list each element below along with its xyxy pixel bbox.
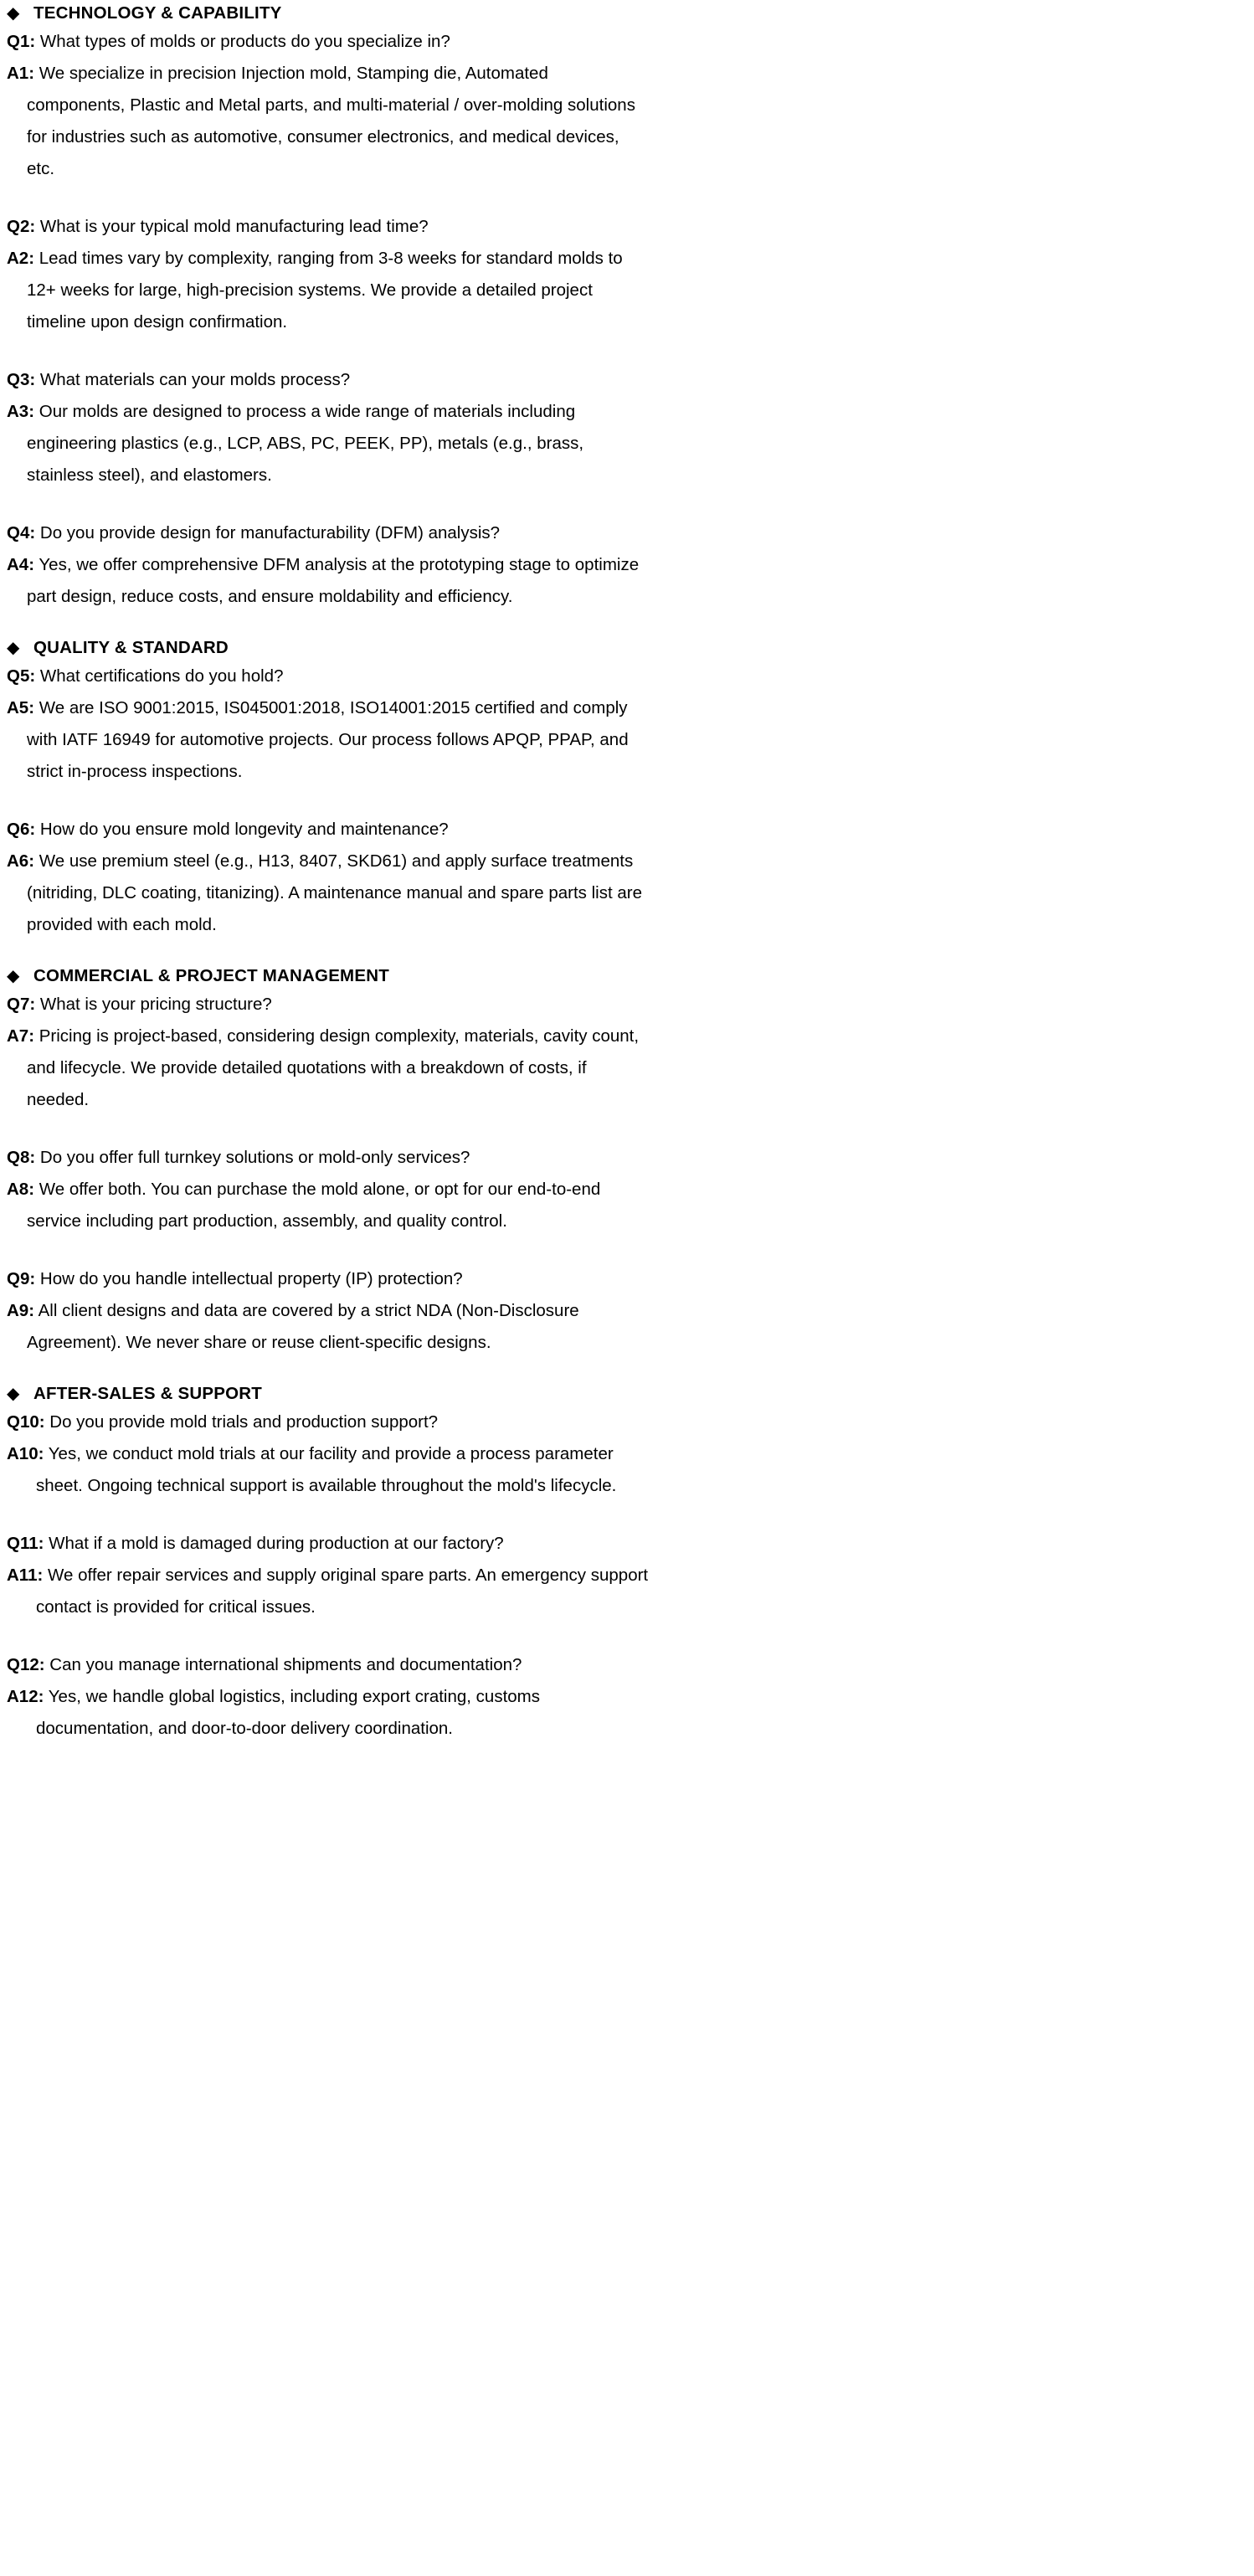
answer-row [0,1560,660,1623]
question-row [0,211,645,243]
question-label: Q3: [7,370,36,389]
answer-text: Yes, we offer comprehensive DFM analysis at the prototyping stage to optimize part design, reduce costs, and ensure moldability and efficiency. [27,555,640,606]
answer-text: We specialize in precision Injection mold, Stamping die, Automated components, Plastic and Metal parts, and multi-material / over-molding solutions for industries such as automotive, consumer electronics, and medical devices, etc. [27,64,635,178]
question-label: Q8: [7,1148,36,1167]
answer-label: A8: [7,1180,35,1199]
section-heading-commercial-project-management [0,963,1254,989]
answer-label: A9: [7,1301,35,1320]
question-row [0,517,645,549]
qa-spacer [0,1116,1254,1142]
answer-label: A10: [7,1444,44,1463]
answer-text: Yes, we handle global logistics, including export crating, customs documentation, and door-to-door delivery coordination. [36,1687,540,1738]
question-text: How do you handle intellectual property (IP) protection? [39,1269,463,1288]
answer-label: A7: [7,1026,35,1046]
diamond-bullet-icon: ◆ [7,639,20,657]
answer-row [0,243,645,338]
answer-row [0,1681,660,1745]
question-row [0,1263,645,1295]
section-spacer [0,613,1254,635]
qa-spacer [0,1237,1254,1263]
question-row [0,1649,660,1681]
question-row [0,814,645,846]
answer-label: A2: [7,249,35,268]
question-text: What is your typical mold manufacturing lead time? [39,217,429,236]
question-label: Q7: [7,995,36,1014]
question-text: What if a mold is damaged during production at our factory? [49,1534,504,1553]
question-row [0,26,645,58]
qa-spacer [0,1623,1254,1649]
answer-label: A6: [7,851,35,871]
question-label: Q1: [7,32,36,51]
question-text: Do you provide design for manufacturability (DFM) analysis? [39,523,501,542]
question-label: Q6: [7,820,36,839]
section-title: QUALITY & STANDARD [33,638,229,657]
qa-spacer [0,491,1254,517]
answer-label: A11: [7,1566,44,1585]
question-label: Q12: [7,1655,45,1674]
answer-row [0,1021,645,1116]
question-row [0,1406,660,1438]
answer-label: A1: [7,64,35,83]
question-row [0,1528,660,1560]
qa-spacer [0,338,1254,364]
question-label: Q11: [7,1534,44,1553]
qa-spacer [0,1502,1254,1528]
section-heading-technology-capability [0,0,1254,26]
question-row [0,661,645,692]
answer-row [0,692,645,788]
answer-row [0,396,645,491]
answer-label: A5: [7,698,35,717]
answer-text: We offer both. You can purchase the mold alone, or opt for our end-to-end service including part production, assembly, and quality control. [27,1180,601,1231]
qa-spacer [0,185,1254,211]
answer-text: We offer repair services and supply original spare parts. An emergency support contact is provided for critical issues. [36,1566,649,1617]
question-row [0,1142,645,1174]
question-label: Q9: [7,1269,36,1288]
question-label: Q5: [7,666,36,686]
answer-text: Our molds are designed to process a wide range of materials including engineering plastics (e.g., LCP, ABS, PC, PEEK, PP), metals (e.g., brass, stainless steel), and elastomers. [27,402,584,485]
answer-row [0,1174,645,1237]
answer-label: A4: [7,555,35,574]
qa-spacer [0,788,1254,814]
question-text: How do you ensure mold longevity and maintenance? [39,820,449,839]
question-text: What is your pricing structure? [39,995,272,1014]
answer-row [0,1295,645,1359]
section-spacer [0,941,1254,963]
answer-label: A3: [7,402,35,421]
answer-label: A12: [7,1687,44,1706]
section-title: COMMERCIAL & PROJECT MANAGEMENT [33,966,389,985]
section-heading-quality-standard [0,635,1254,661]
answer-row [0,1438,660,1502]
diamond-bullet-icon: ◆ [7,967,20,985]
answer-row [0,549,645,613]
section-title: AFTER-SALES & SUPPORT [33,1384,262,1403]
section-heading-after-sales-support [0,1381,1254,1406]
question-text: What materials can your molds process? [39,370,351,389]
question-text: Can you manage international shipments and documentation? [49,1655,522,1674]
answer-text: Lead times vary by complexity, ranging from 3-8 weeks for standard molds to 12+ weeks for large, high-precision systems. We provide a detailed project timeline upon design confirmation. [27,249,623,332]
question-text: Do you offer full turnkey solutions or mold-only services? [39,1148,470,1167]
answer-row [0,58,645,185]
question-label: Q2: [7,217,36,236]
question-label: Q4: [7,523,36,542]
diamond-bullet-icon: ◆ [7,1385,20,1403]
question-text: What certifications do you hold? [39,666,284,686]
question-text: What types of molds or products do you specialize in? [39,32,450,51]
answer-text: Pricing is project-based, considering design complexity, materials, cavity count, and lifecycle. We provide detailed quotations with a breakdown of costs, if needed. [27,1026,640,1109]
diamond-bullet-icon: ◆ [7,4,20,23]
question-label: Q10: [7,1412,45,1432]
question-row [0,364,645,396]
answer-text: All client designs and data are covered by a strict NDA (Non-Disclosure Agreement). We never share or reuse client-specific designs. [27,1301,579,1352]
question-row [0,989,645,1021]
answer-text: Yes, we conduct mold trials at our facility and provide a process parameter sheet. Ongoing technical support is available throughout the mold's lifecycle. [36,1444,617,1495]
answer-text: We are ISO 9001:2015, IS045001:2018, ISO14001:2015 certified and comply with IATF 16949 for automotive projects. Our process follows APQP, PPAP, and strict in-process inspections. [27,698,629,781]
answer-text: We use premium steel (e.g., H13, 8407, SKD61) and apply surface treatments (nitriding, DLC coating, titanizing). A maintenance manual and spare parts list are provided with each mold. [27,851,642,934]
section-spacer [0,1359,1254,1381]
answer-row [0,846,645,941]
question-text: Do you provide mold trials and production support? [49,1412,439,1432]
section-title: TECHNOLOGY & CAPABILITY [33,3,282,23]
